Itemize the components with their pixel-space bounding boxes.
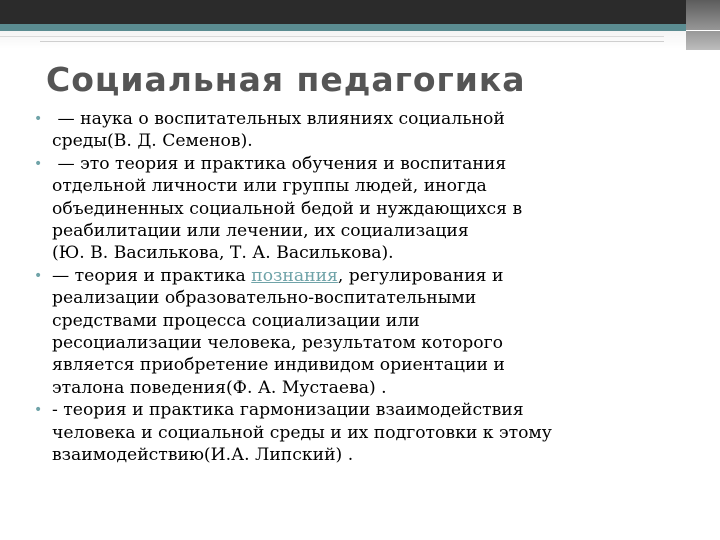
bullet-icon: •: [34, 155, 43, 172]
corner-decoration-line: [686, 30, 720, 31]
top-light-strip: [0, 31, 720, 49]
bullet-line: ресоциализации человека, результатом которого: [52, 333, 503, 354]
bullet-line: отдельной личности или группы людей, иногда: [52, 176, 487, 197]
top-accent-stripe: [0, 24, 720, 31]
list-item: [34, 265, 700, 399]
slide-body: [34, 108, 700, 467]
bullet-line: (Ю. В. Василькова, Т. А. Василькова).: [52, 243, 394, 264]
bullet-line: - теория и практика гармонизации взаимодействия: [52, 400, 524, 421]
bullet-line: эталона поведения(Ф. А. Мустаева) .: [52, 377, 387, 398]
bullet-text: — теория и практика: [52, 265, 252, 286]
bullet-line: реализации образовательно-воспитательными: [52, 288, 477, 309]
bullet-text: , регулирования и: [337, 265, 504, 286]
list-item: [34, 153, 700, 265]
list-item: [34, 399, 700, 466]
corner-decoration: [686, 0, 720, 50]
bullet-icon: •: [34, 402, 43, 419]
bullet-line: средствами процесса социализации или: [52, 310, 420, 331]
bullet-icon: •: [34, 111, 43, 127]
bullet-line: объединенных социальной бедой и нуждающихся в: [52, 198, 523, 219]
bullet-line: реабилитации или лечении, их социализация: [52, 221, 469, 242]
slide-title: Социальная педагогика: [46, 60, 526, 99]
top-divider-line-secondary: [40, 41, 664, 42]
bullet-line: среды(В. Д. Семенов).: [52, 131, 253, 152]
bullet-line: является приобретение индивидом ориентации и: [52, 355, 505, 376]
top-divider-line: [0, 36, 664, 37]
bullet-line: — это теория и практика обучения и воспитания: [52, 153, 507, 174]
bullet-line: — наука о воспитательных влияниях социальной: [52, 109, 505, 129]
top-decorative-band: [0, 0, 720, 24]
definition-list: [34, 108, 700, 467]
bullet-line: взаимодействию(И.А. Липский) .: [52, 445, 354, 466]
list-item: [34, 108, 700, 153]
bullet-icon: •: [34, 267, 43, 284]
bullet-line: человека и социальной среды и их подготовки к этому: [52, 422, 552, 443]
bullet-line: [52, 265, 700, 287]
cognition-link[interactable]: познания: [251, 265, 338, 286]
